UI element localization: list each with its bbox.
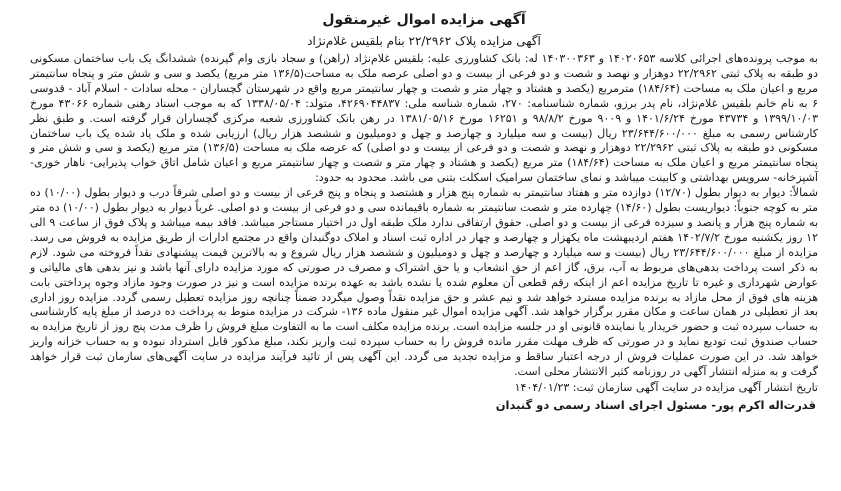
notice-subtitle: آگهی مزایده پلاک ۲۲/۲۹۶۲ بنام بلقیس غلام‌نژاد	[307, 34, 541, 48]
publish-date-line: تاریخ انتشار آگهی مزایده در سایت آگهی سازمان ثبت: ۱۴۰۴/۰۱/۲۳	[514, 380, 818, 394]
signature-line: قدرت‌اله اکرم پور- مسئول اجرای اسناد رسمی دو گنبدان	[495, 397, 816, 412]
auction-notice	[26, 10, 822, 446]
notice-paragraph-property: به موجب پرونده‌های اجرائی کلاسه ۱۴۰۲۰۶۵۳ و ۱۴۰۳۰۰۳۶۳ له: بانک کشاورزی علیه: بلقیس غلام‌نژاد (راهن) و سجاد بازی وام گیرنده) ششدانگ یک باب ساختمان مسکونی دو طبقه به پلاک ثبتی ۲۲/۲۹۶۲ دوهزار و نهصد و شصت و دو فرعی از بیست و دو اصلی عرصه ملک به مساحت(۱۳۶/۵ متر مربع) یکصد و سی و شش متر و پنجاه سانتیمتر مربع و اعیان ملک به مساحت (۱۸۴/۶۴) مترمربع (یکصد و هشتاد و چهار متر و شصت و چهار سانتیمتر مربع واقع در شهرستان گچساران - محله سادات - اسلام آباد - قدوسی ۶ به نام خانم بلقیس غلام‌نژاد، نام پدر برزو، شماره شناسنامه: ۲۷۰، شماره شناسه ملی: ۴۲۶۹۰۴۴۸۳۷، متولد: ۱۳۳۸/۰۵/۰۴ که به موجب اسناد رهنی شماره ۴۳۰۶۶ مورخ ۱۳۹۹/۱۰/۰۳ و ۴۳۷۳۴ مورخ ۱۴۰۱/۶/۲۴ و ۹۰۰۹ مورخ ۹۸/۸/۲ و ۱۶۲۵۱ مورخ ۱۳۸۱/۰۵/۱۶ در رهن بانک کشاورزی شعبه مرکزی گچساران قرار گرفته است. و طبق نظر کارشناس رسمی به مبلغ ۲۳/۶۴۴/۶۰۰/۰۰۰ ریال (بیست و سه میلیارد و چهارصد و چهل و دومیلیون و ششصد هزار ریال) ارزیابی شده و ملک یاد شده یک باب ساختمان مسکونی دو طبقه به پلاک ثبتی ۲۲/۲۹۶۲ دوهزار و نهصد و شصت و دو فرعی از بیست و دو اصلی) که عرصه ملک به مساحت (۱۳۶/۵) متر مربع (یکصد و سی و شش متر و پنجاه سانتیمتر مربع و اعیان ملک به مساحت (۱۸۴/۶۴) متر مربع (یکصد و هشتاد و چهار متر و شصت و چهار سانتیمتر مربع و اعیان شامل اتاق خواب پذیرایی- ناهار خوری- آشپزخانه- سرویس بهداشتی و کابینت میباشد و نمای ساختمان سرامیک اسکلت بتنی می باشد. محدود به حدود:	[30, 52, 819, 185]
notice-title: آگهی مزایده اموال غیرمنقول	[322, 12, 526, 28]
notice-paragraph-boundaries-terms: شمالاً: دیوار به دیوار بطول (۱۲/۷۰) دوازده متر و هفتاد سانتیمتر به شماره پنج هزار و هشتصد و پنجاه و پنج فرعی از بیست و دو اصلی شرقاً درب و دیوار بطول (۱۰/۰۰) ده متر به کوچه جنوباً: دیواریست بطول (۱۴/۶۰) چهارده متر و شصت سانتیمتر به شماره باقیمانده سی و دو فرعی از بیست و دو اصلی. غرباً دیوار به دیوار بطول (۱۰/۰۰) ده متر به شماره پنج هزار و پانصد و سیزده فرعی از بیست و دو اصلی. حقوق ارتفاقی ندارد ملک طبقه اول در اختیار مستاجر میباشد. فاقد بیمه میباشد و پلاک فوق از ساعت ۹ الی ۱۲ روز یکشنبه مورخ ۱۴۰۲/۷/۲ هفتم اردیبهشت ماه یکهزار و چهارصد و چهار در اداره ثبت اسناد و املاک دوگنبدان واقع در مجتمع ادارات از طریق مزایده به فروش می رسد. مزایده از مبلغ ۲۳/۶۴۴/۶۰۰/۰۰۰ ریال (بیست و سه میلیارد و چهارصد و چهل و دومیلیون و ششصد هزار ریال شروع و به بالاترین قیمت پیشنهادی نقداً فروخته می شود. لازم به ذکر است پرداخت بدهی‌های مربوط به آب، برق، گاز اعم از حق انشعاب و یا حق اشتراک و مصرف در صورتی که مورد مزایده دارای آنها باشد و نیز بدهی های مالیاتی و عوارض شهرداری و غیره تا تاریخ مزایده اعم از اینکه رقم قطعی آن معلوم شده یا نشده باشد به عهده برنده مزایده است و نیز در صورت وجود مازاد وجوه پرداختی بابت هزینه های فوق از محل مازاد به برنده مزایده مسترد خواهد شد و نیم عشر و حق مزایده نقداً وصول میگردد ضمناً چنانچه روز مزایده تعطیل رسمی گردد. مزایده روز اداری بعد از تعطیلی در همان ساعت و مکان مقرر برگزار خواهد شد. آگهی مزایده اموال غیر منقول ماده ۱۳۶- شرکت در مزایده منوط به پرداخت ده درصد از مبلغ پایه کارشناسی به حساب سپرده ثبت و حضور خریدار یا نماینده قانونی او در جلسه مزایده است. برنده مزایده مکلف است ما به التفاوت مبلغ فروش را ظرف مدت پنج روز از تاریخ مزایده به حساب صندوق ثبت تودیع نماید و در صورتی که ظرف مهلت مقرر مانده فروش را به حساب سپرده ثبت واریز نکند، مبلغ مذکور قابل استرداد نبوده و به حساب خزانه واریز خواهد شد. در این صورت عملیات فروش از درجه اعتبار ساقط و مزایده تجدید می گردد. این آگهی پس از تائید فرآیند مزایده در سایت آگهی‌های سازمان ثبت قرار خواهد گرفت و به منزله انتشار آگهی در روزنامه کثیر الانتشار محلی است.	[30, 186, 819, 379]
